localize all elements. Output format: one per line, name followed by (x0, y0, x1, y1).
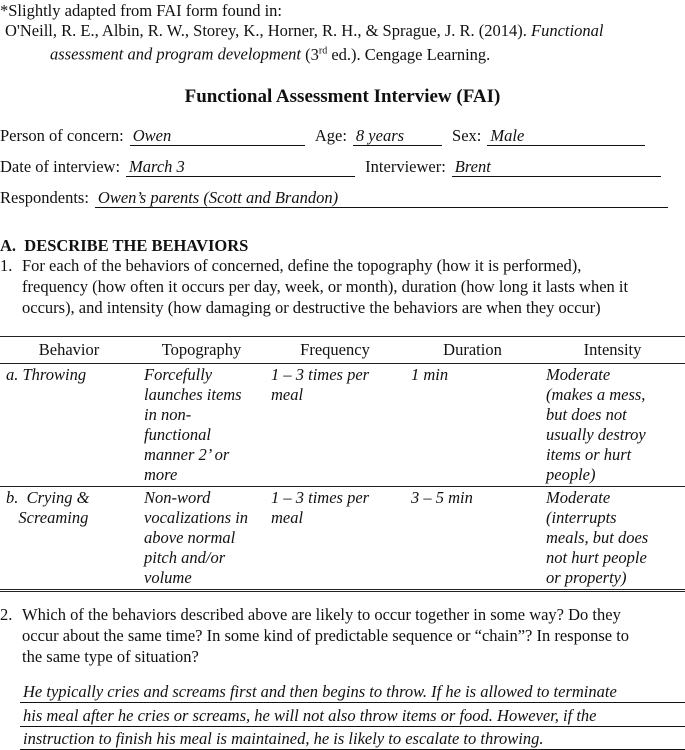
date-field[interactable]: March 3 (126, 158, 355, 177)
citation-line-1 (5, 21, 603, 41)
cell-topography: Forcefully launches items in non- functional manner 2’ or more (138, 364, 265, 487)
cell-frequency: 1 – 3 times per meal (265, 364, 405, 487)
form-title: Functional Assessment Interview (FAI) (184, 86, 501, 107)
citation-title-1: Functional (531, 21, 604, 40)
cell-intensity: Moderate (makes a mess, but does not usually destroy items or hurt people) (540, 364, 685, 487)
q2-line-1: Which of the behaviors described above are likely to occur together in some way? Do they (22, 605, 621, 624)
age-field[interactable]: 8 years (353, 127, 442, 146)
header-frequency: Frequency (265, 337, 405, 364)
header-topography: Topography (138, 337, 265, 364)
interviewer-label: Interviewer: (365, 157, 446, 176)
citation-authors: O'Neill, R. E., Albin, R. W., Storey, K., Horner, R. H., & Sprague, J. R. (2014). (5, 21, 527, 40)
cell-behavior: a. Throwing (0, 364, 138, 487)
age-label: Age: (314, 126, 347, 145)
date-label: Date of interview: (0, 157, 121, 176)
cell-duration: 1 min (405, 364, 540, 487)
q1-line-3: occurs), and intensity (how damaging or destructive the behaviors are when they occur) (22, 298, 601, 317)
respondents-row (0, 188, 668, 208)
q1-number: 1. (0, 256, 13, 275)
person-field[interactable]: Owen (130, 127, 305, 146)
sex-field[interactable]: Male (487, 127, 645, 146)
cell-behavior: b. Crying & Screaming (6, 488, 90, 527)
cell-frequency: 1 – 3 times per meal (271, 488, 370, 527)
q2-answer-line-1[interactable]: He typically cries and screams first and then begins to throw. If he is allowed to terminate (20, 682, 685, 703)
q2-answer-line-3[interactable]: instruction to finish his meal is maintained, he is likely to escalate to throwing. (20, 729, 685, 750)
cell-duration: 3 – 5 min (411, 488, 473, 507)
q2-line-2: occur about the same time? In some kind of predictable sequence or “chain”? In response to (22, 626, 630, 645)
date-row (0, 157, 661, 177)
q2-line-3: the same type of situation? (22, 647, 199, 666)
q1-line-2: frequency (how often it occurs per day, week, or month), duration (how long it lasts when it (22, 277, 629, 296)
respondents-label: Respondents: (0, 188, 89, 207)
citation-line-2 (50, 41, 490, 65)
respondents-field[interactable]: Owen’s parents (Scott and Brandon) (95, 189, 668, 208)
q2-number: 2. (0, 605, 13, 624)
citation-note: *Slightly adapted from FAI form found in: (0, 1, 282, 20)
table-header-row (0, 337, 685, 364)
header-duration: Duration (405, 337, 540, 364)
header-intensity: Intensity (540, 337, 685, 364)
header-behavior: Behavior (0, 337, 138, 364)
cell-topography: Non-word vocalizations in above normal pitch and/or volume (144, 488, 249, 587)
sex-label: Sex: (452, 126, 482, 145)
cell-intensity: Moderate (interrupts meals, but does not hurt people or property) (546, 488, 649, 587)
citation-title-2: assessment and program development (50, 44, 301, 64)
citation-edition: (3rd ed.). Cengage Learning. (305, 44, 491, 64)
person-label: Person of concern: (0, 126, 124, 145)
q1-line-1: For each of the behaviors of concerned, define the topography (how it is performed), (22, 256, 582, 275)
table-row (0, 364, 685, 487)
interviewer-field[interactable]: Brent (452, 158, 661, 177)
section-a-heading: A. DESCRIBE THE BEHAVIORS (0, 236, 249, 255)
table-row (0, 487, 685, 591)
q2-answer-line-2[interactable]: his meal after he cries or screams, he will not also throw items or food. However, if the (20, 706, 685, 727)
behaviors-table (0, 336, 685, 592)
person-row (0, 126, 645, 146)
